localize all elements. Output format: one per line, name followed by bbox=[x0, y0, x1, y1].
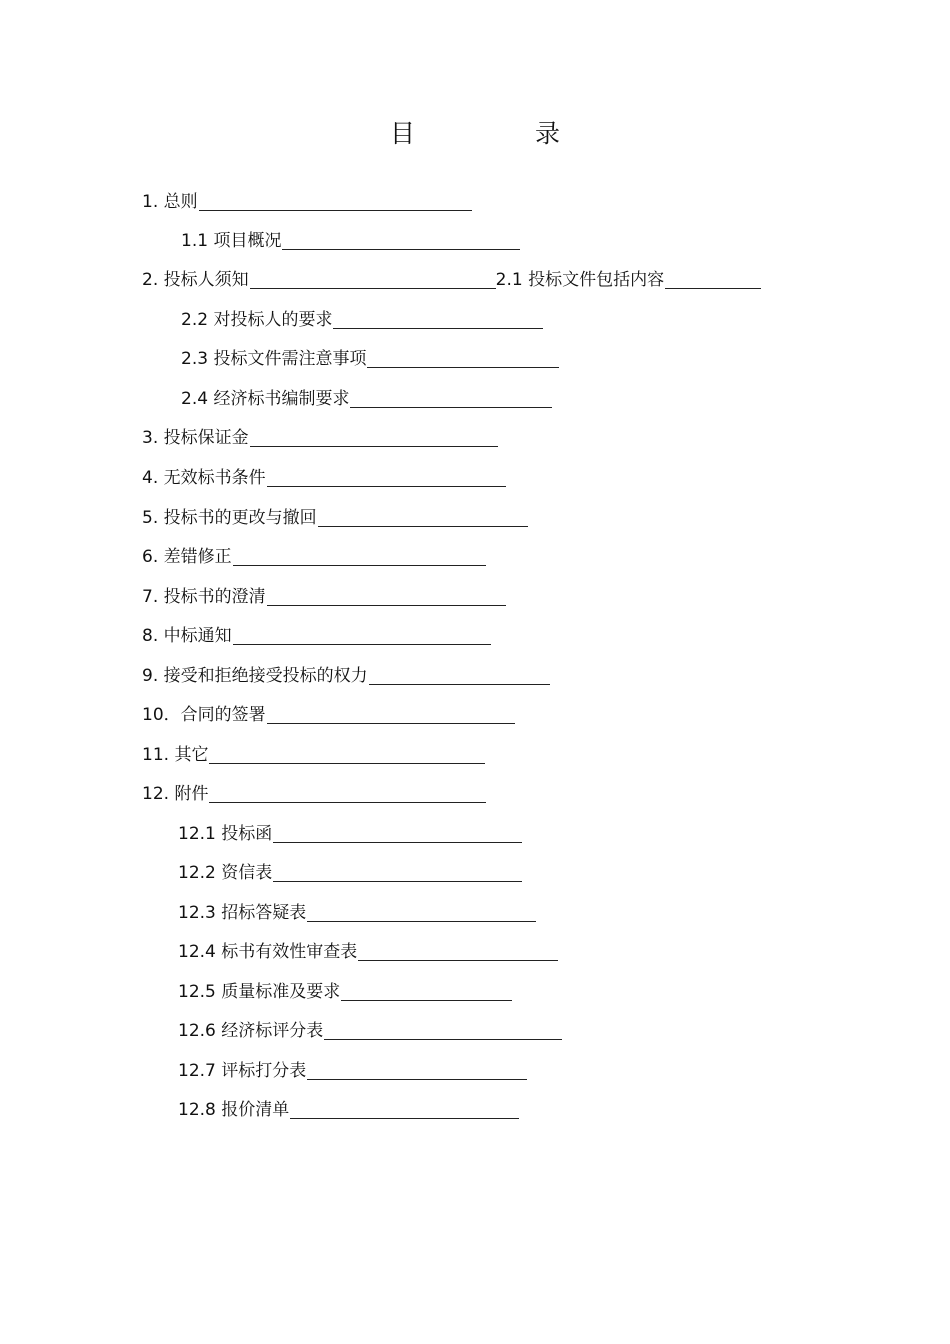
toc-leader-line bbox=[665, 287, 761, 289]
toc-entry-11 bbox=[142, 736, 485, 766]
toc-entry-label: 12.7 评标打分表 bbox=[178, 1061, 307, 1081]
toc-leader-line bbox=[307, 1078, 527, 1080]
toc-entry-label: 12.8 报价清单 bbox=[178, 1100, 290, 1120]
toc-entry-2-2 bbox=[181, 301, 543, 331]
toc-entry-label: 6. 差错修正 bbox=[142, 547, 232, 567]
toc-leader-line bbox=[250, 287, 496, 289]
toc-entry-2-3 bbox=[181, 340, 559, 370]
toc-leader-line bbox=[267, 485, 506, 487]
toc-entry-label: 12.4 标书有效性审查表 bbox=[178, 942, 358, 962]
toc-entry-1-1 bbox=[181, 222, 520, 252]
toc-leader-line bbox=[318, 525, 528, 527]
toc-entry-1 bbox=[142, 183, 472, 213]
toc-entry-8 bbox=[142, 617, 491, 647]
toc-entry-label: 1. 总则 bbox=[142, 192, 198, 212]
toc-leader-line bbox=[199, 209, 472, 211]
toc-entry-12-7 bbox=[178, 1052, 527, 1082]
toc-leader-line bbox=[273, 880, 522, 882]
toc-leader-line bbox=[341, 999, 512, 1001]
toc-leader-line bbox=[324, 1038, 562, 1040]
toc-entry-10 bbox=[142, 696, 515, 726]
toc-leader-line bbox=[333, 327, 543, 329]
toc-leader-line bbox=[209, 762, 485, 764]
toc-entry-3 bbox=[142, 419, 498, 449]
toc-entry-2 bbox=[142, 261, 761, 291]
toc-entry-9 bbox=[142, 657, 550, 687]
toc-leader-line bbox=[267, 604, 506, 606]
toc-entry-label: 2. 投标人须知 bbox=[142, 270, 249, 290]
toc-entry-7 bbox=[142, 578, 506, 608]
toc-leader-line bbox=[350, 406, 552, 408]
toc-entry-2-4 bbox=[181, 380, 552, 410]
toc-entry-12 bbox=[142, 775, 486, 805]
toc-entry-label: 2.2 对投标人的要求 bbox=[181, 310, 333, 330]
toc-leader-line bbox=[209, 801, 486, 803]
toc-entry-label: 7. 投标书的澄清 bbox=[142, 587, 266, 607]
toc-entry-label: 8. 中标通知 bbox=[142, 626, 232, 646]
toc-entry-label: 10．合同的签署 bbox=[142, 705, 266, 725]
toc-entry-label: 12.6 经济标评分表 bbox=[178, 1021, 324, 1041]
toc-entry-label: 12. 附件 bbox=[142, 784, 209, 804]
page-title: 目 录 bbox=[390, 119, 616, 148]
toc-entry-12-3 bbox=[178, 894, 536, 924]
toc-entry-12-1 bbox=[178, 815, 522, 845]
toc-leader-line bbox=[307, 920, 536, 922]
toc-entry-label: 9. 接受和拒绝接受投标的权力 bbox=[142, 666, 368, 686]
toc-entry-label: 12.1 投标函 bbox=[178, 824, 273, 844]
toc-leader-line bbox=[233, 643, 491, 645]
toc-entry-label: 12.2 资信表 bbox=[178, 863, 273, 883]
toc-leader-line bbox=[282, 248, 520, 250]
toc-entry-label: 4. 无效标书条件 bbox=[142, 468, 266, 488]
toc-leader-line bbox=[290, 1117, 519, 1119]
toc-entry-label: 5. 投标书的更改与撤回 bbox=[142, 508, 317, 528]
toc-entry-label: 12.3 招标答疑表 bbox=[178, 903, 307, 923]
toc-entry-6 bbox=[142, 538, 486, 568]
toc-leader-line bbox=[250, 445, 498, 447]
toc-entry-label-2-1: 2.1 投标文件包括内容 bbox=[495, 270, 665, 290]
toc-entry-label: 12.5 质量标准及要求 bbox=[178, 982, 341, 1002]
toc-leader-line bbox=[267, 722, 515, 724]
toc-entry-5 bbox=[142, 499, 528, 529]
toc-entry-12-8 bbox=[178, 1091, 519, 1121]
toc-entry-label: 11. 其它 bbox=[142, 745, 209, 765]
toc-leader-line bbox=[358, 959, 558, 961]
toc-entry-12-5 bbox=[178, 973, 512, 1003]
toc-entry-12-6 bbox=[178, 1012, 562, 1042]
toc-entry-label: 2.3 投标文件需注意事项 bbox=[181, 349, 367, 369]
toc-entry-label: 2.4 经济标书编制要求 bbox=[181, 389, 350, 409]
toc-entry-4 bbox=[142, 459, 506, 489]
toc-leader-line bbox=[367, 366, 559, 368]
toc-leader-line bbox=[273, 841, 522, 843]
toc-entry-label: 3. 投标保证金 bbox=[142, 428, 249, 448]
toc-leader-line bbox=[233, 564, 486, 566]
toc-entry-12-4 bbox=[178, 933, 558, 963]
toc-entry-12-2 bbox=[178, 854, 522, 884]
toc-entry-label: 1.1 项目概况 bbox=[181, 231, 282, 251]
toc-leader-line bbox=[369, 683, 550, 685]
